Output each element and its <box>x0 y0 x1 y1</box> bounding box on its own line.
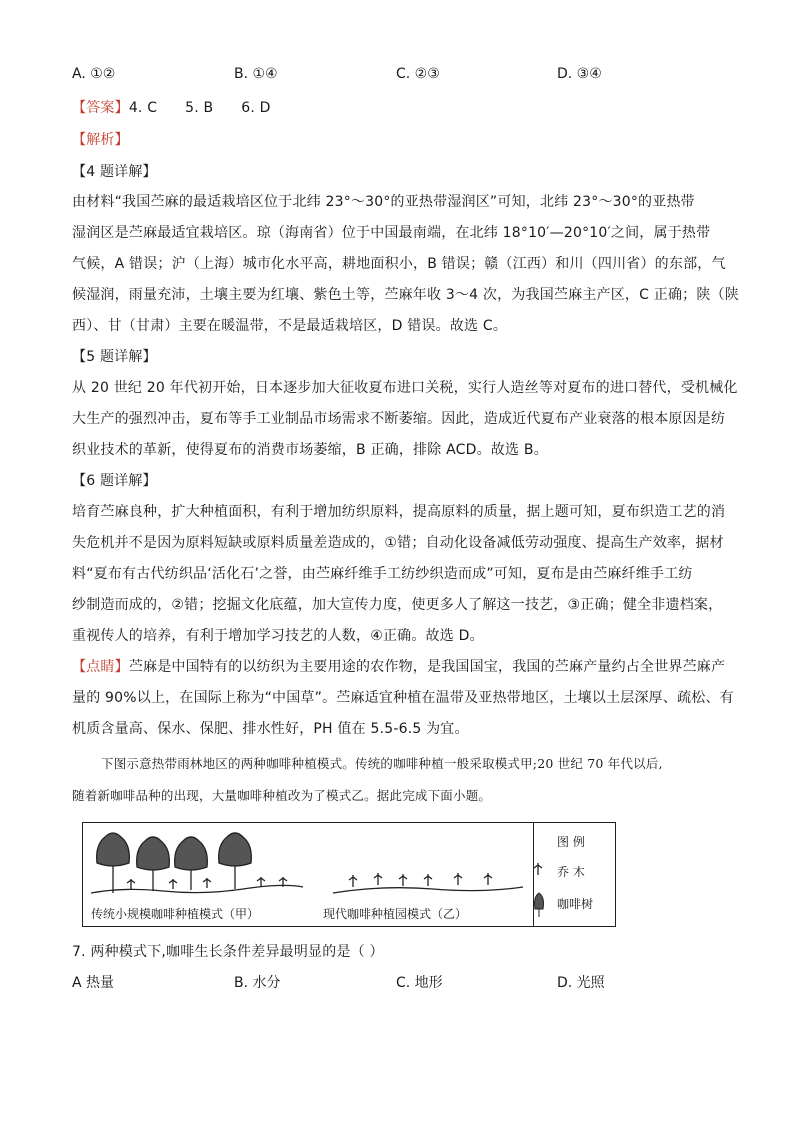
q6-heading: 【6 题详解】 <box>72 473 157 489</box>
caption-a: 传统小规模咖啡种植模式（甲） <box>91 907 260 921</box>
q4-heading: 【4 题详解】 <box>72 164 157 180</box>
legend-divider <box>533 823 534 926</box>
answer-label: 【答案】 <box>72 100 129 116</box>
q4-line-2: 湿润区是苎麻最适宜栽培区。琼（海南省）位于中国最南端，在北纬 18°10′—20°10′之间，属于热带 <box>72 225 711 241</box>
q4-line-5: 西）、甘（甘肃）主要在暖温带，不是最适栽培区，D 错误。故选 C。 <box>72 318 508 334</box>
tip-label: 【点睛】 <box>72 659 129 675</box>
q7-option-d: D. 光照 <box>557 975 605 991</box>
q6-line-3: 料“夏布有古代纺织品‘活化石’之誉，由苎麻纤维手工纺纱织造而成”可知，夏布是由苎麻纤维手工纺 <box>72 566 693 582</box>
material-line-2: 随着新咖啡品种的出现，大量咖啡种植改为了模式乙。据此完成下面小题。 <box>72 788 492 803</box>
legend-coffee: 咖啡树 <box>557 897 594 911</box>
q6-line-4: 纱制造而成的，②错；挖掘文化底蕴，加大宣传力度，使更多人了解这一技艺，③正确；健全非遗档案， <box>72 597 723 613</box>
material-line-1: 下图示意热带雨林地区的两种咖啡种植模式。传统的咖啡种植一般采取模式甲;20 世纪 70 年代以后, <box>101 756 663 771</box>
caption-b: 现代咖啡种植园模式（乙） <box>323 907 468 921</box>
tip-text-1: 苎麻是中国特有的以纺织为主要用途的农作物，是我国国宝，我国的苎麻产量约占全世界苎麻产 <box>128 659 726 675</box>
legend-tree: 乔 木 <box>557 865 585 879</box>
q7-option-c: C. 地形 <box>396 975 443 991</box>
q7-option-b: B. 水分 <box>234 975 281 991</box>
legend-tree-icon <box>535 893 544 917</box>
q5-line-2: 大生产的强烈冲击，夏布等手工业制品市场需求不断萎缩。因此，造成近代夏布产业衰落的根本原因是纺 <box>72 411 726 427</box>
answer-text: 4. C 5. B 6. D <box>128 100 271 116</box>
q4-line-3: 气候，A 错误；沪（上海）城市化水平高，耕地面积小，B 错误；赣（江西）和川（四川省）的东部，气 <box>72 256 726 272</box>
q5-line-3: 织业技术的革新，使得夏布的消费市场萎缩，B 正确，排除 ACD。故选 B。 <box>72 442 548 458</box>
option-d: D. ③④ <box>557 66 602 82</box>
q6-line-2: 失危机并不是因为原料短缺或原料质量差造成的，①错；自动化设备减低劳动强度、提高生产效率，据材 <box>72 535 724 551</box>
tree-icon <box>97 833 130 893</box>
analysis-label: 【解析】 <box>72 132 129 148</box>
q6-line-5: 重视传人的培养，有利于增加学习技艺的人数，④正确。故选 D。 <box>72 628 484 644</box>
tree-icon <box>137 837 170 891</box>
q7-option-a: A 热量 <box>72 975 115 991</box>
legend-title: 图 例 <box>557 835 585 849</box>
coffee-planting-figure <box>82 822 616 927</box>
q5-heading: 【5 题详解】 <box>72 349 157 365</box>
tip-line-3: 机质含量高、保水、保肥、排水性好，PH 值在 5.5-6.5 为宜。 <box>72 721 469 737</box>
q4-line-1: 由材料“我国苎麻的最适栽培区位于北纬 23°～30°的亚热带湿润区”可知，北纬 23°～30°的亚热带 <box>72 194 695 210</box>
option-c: C. ②③ <box>396 66 440 82</box>
tip-line-1 <box>72 657 724 677</box>
answer-row <box>72 98 724 118</box>
tree-icon <box>219 833 252 889</box>
q5-line-1: 从 20 世纪 20 年代初开始，日本逐步加大征收夏布进口关税，实行人造丝等对夏布的进口替代，受机械化 <box>72 380 738 396</box>
option-a: A. ①② <box>72 66 116 82</box>
q7-stem: 7. 两种模式下,咖啡生长条件差异最明显的是（ ） <box>72 944 384 960</box>
tree-icon <box>175 837 208 890</box>
option-b: B. ①④ <box>234 66 278 82</box>
q4-line-4: 候湿润，雨量充沛，土壤主要为红壤、紫色土等，苎麻年收 3～4 次，为我国苎麻主产区，C 正确；陕（陕 <box>72 287 739 303</box>
q6-line-1: 培育苎麻良种，扩大种植面积，有利于增加纺织原料，提高原料的质量，据上题可知，夏布织造工艺的消 <box>72 504 726 520</box>
tip-line-2: 量的 90%以上，在国际上称为“中国草”。苎麻适宜种植在温带及亚热带地区，土壤以土层深厚、疏松、有 <box>72 690 734 706</box>
